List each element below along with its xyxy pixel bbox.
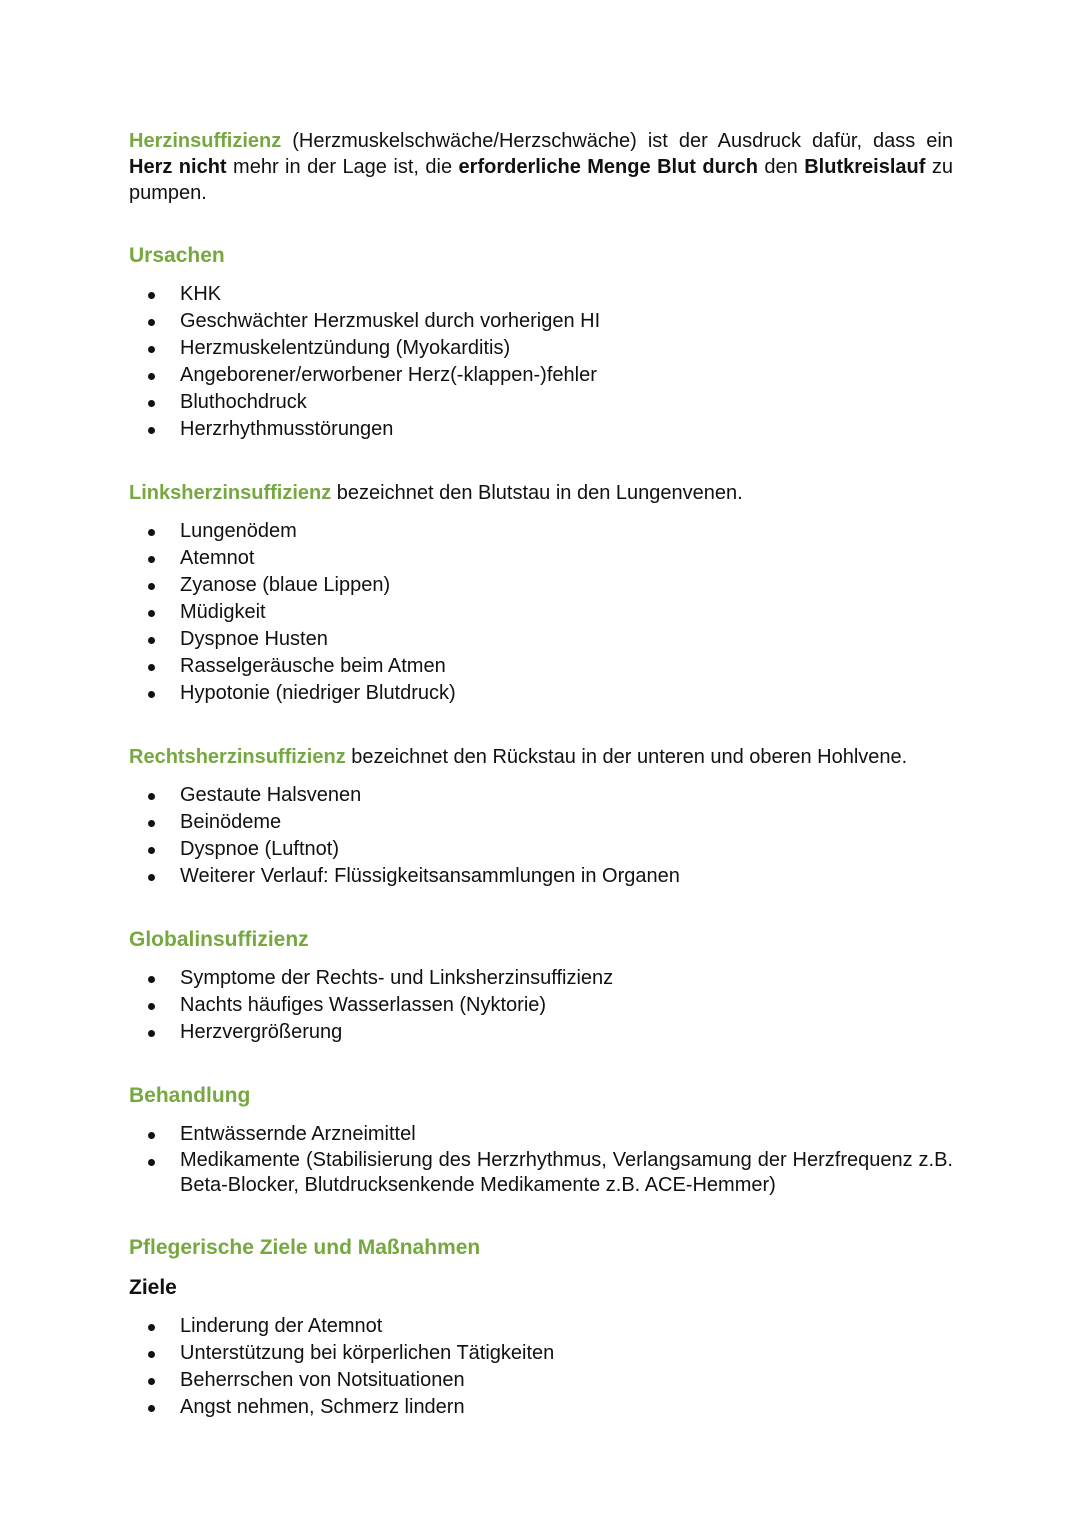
- intro-text-1: (Herzmuskelschwäche/Herzschwäche) ist der Ausdruck dafür, dass ein: [281, 130, 953, 152]
- list-item: Nachts häufiges Wasserlassen (Nyktorie): [129, 992, 953, 1019]
- list-item: Lungenödem: [129, 518, 953, 545]
- rechts-list: [129, 782, 953, 890]
- list-item: Gestaute Halsvenen: [129, 782, 953, 809]
- document-content: [129, 128, 953, 1421]
- list-item: Beherrschen von Notsituationen: [129, 1367, 953, 1394]
- global-list: [129, 965, 953, 1046]
- behandlung-list: [129, 1121, 953, 1198]
- list-item: Herzvergrößerung: [129, 1019, 953, 1046]
- list-item: Angst nehmen, Schmerz lindern: [129, 1394, 953, 1421]
- list-item: Unterstützung bei körperlichen Tätigkeiten: [129, 1340, 953, 1367]
- rechts-paragraph: [129, 743, 953, 771]
- list-item: KHK: [129, 281, 953, 308]
- links-paragraph: [129, 479, 953, 507]
- list-item: Angeborener/erworbener Herz(-klappen-)fehler: [129, 362, 953, 389]
- links-list: [129, 518, 953, 707]
- intro-text-2: mehr in der Lage ist, die: [226, 156, 459, 178]
- pflege-heading: Pflegerische Ziele und Maßnahmen: [129, 1236, 481, 1259]
- list-item: Entwässernde Arzneimittel: [129, 1121, 953, 1148]
- list-item: Medikamente (Stabilisierung des Herzrhythmus, Verlangsamung der Herzfrequenz z.B. Beta-Blocker, Blutdrucksenkende Medikamente z.B. ACE-Hemmer): [129, 1148, 953, 1198]
- intro-paragraph: [129, 128, 953, 206]
- intro-term: Herzinsuffizienz: [129, 130, 282, 152]
- global-heading: Globalinsuffizienz: [129, 928, 309, 951]
- behandlung-heading: Behandlung: [129, 1084, 251, 1107]
- intro-text-3: den: [757, 156, 805, 178]
- intro-bold-3: Blutkreislauf: [804, 156, 926, 178]
- ursachen-list: [129, 281, 953, 443]
- list-item: Weiterer Verlauf: Flüssigkeitsansammlungen in Organen: [129, 863, 953, 890]
- list-item: Hypotonie (niedriger Blutdruck): [129, 680, 953, 707]
- links-term: Linksherzinsuffizienz: [129, 482, 332, 504]
- list-item: Müdigkeit: [129, 599, 953, 626]
- list-item: Dyspnoe (Luftnot): [129, 836, 953, 863]
- list-item: Atemnot: [129, 545, 953, 572]
- list-item: Dyspnoe Husten: [129, 626, 953, 653]
- list-item: Rasselgeräusche beim Atmen: [129, 653, 953, 680]
- rechts-term: Rechtsherzinsuffizienz: [129, 746, 346, 768]
- list-item: Zyanose (blaue Lippen): [129, 572, 953, 599]
- ziele-list: [129, 1313, 953, 1421]
- list-item: Bluthochdruck: [129, 389, 953, 416]
- intro-bold-2: erforderliche Menge Blut durch: [458, 156, 758, 178]
- list-item: Linderung der Atemnot: [129, 1313, 953, 1340]
- intro-bold-1: Herz nicht: [129, 156, 227, 178]
- rechts-text: bezeichnet den Rückstau in der unteren und oberen Hohlvene.: [345, 746, 908, 768]
- list-item: Symptome der Rechts- und Linksherzinsuffizienz: [129, 965, 953, 992]
- intro-text-4: zu pumpen.: [129, 156, 953, 204]
- list-item: Herzrhythmusstörungen: [129, 416, 953, 443]
- ursachen-heading: Ursachen: [129, 244, 225, 267]
- ziele-subheading: Ziele: [129, 1276, 177, 1299]
- list-item: Herzmuskelentzündung (Myokarditis): [129, 335, 953, 362]
- list-item: Geschwächter Herzmuskel durch vorherigen HI: [129, 308, 953, 335]
- list-item: Beinödeme: [129, 809, 953, 836]
- links-text: bezeichnet den Blutstau in den Lungenvenen.: [331, 482, 743, 504]
